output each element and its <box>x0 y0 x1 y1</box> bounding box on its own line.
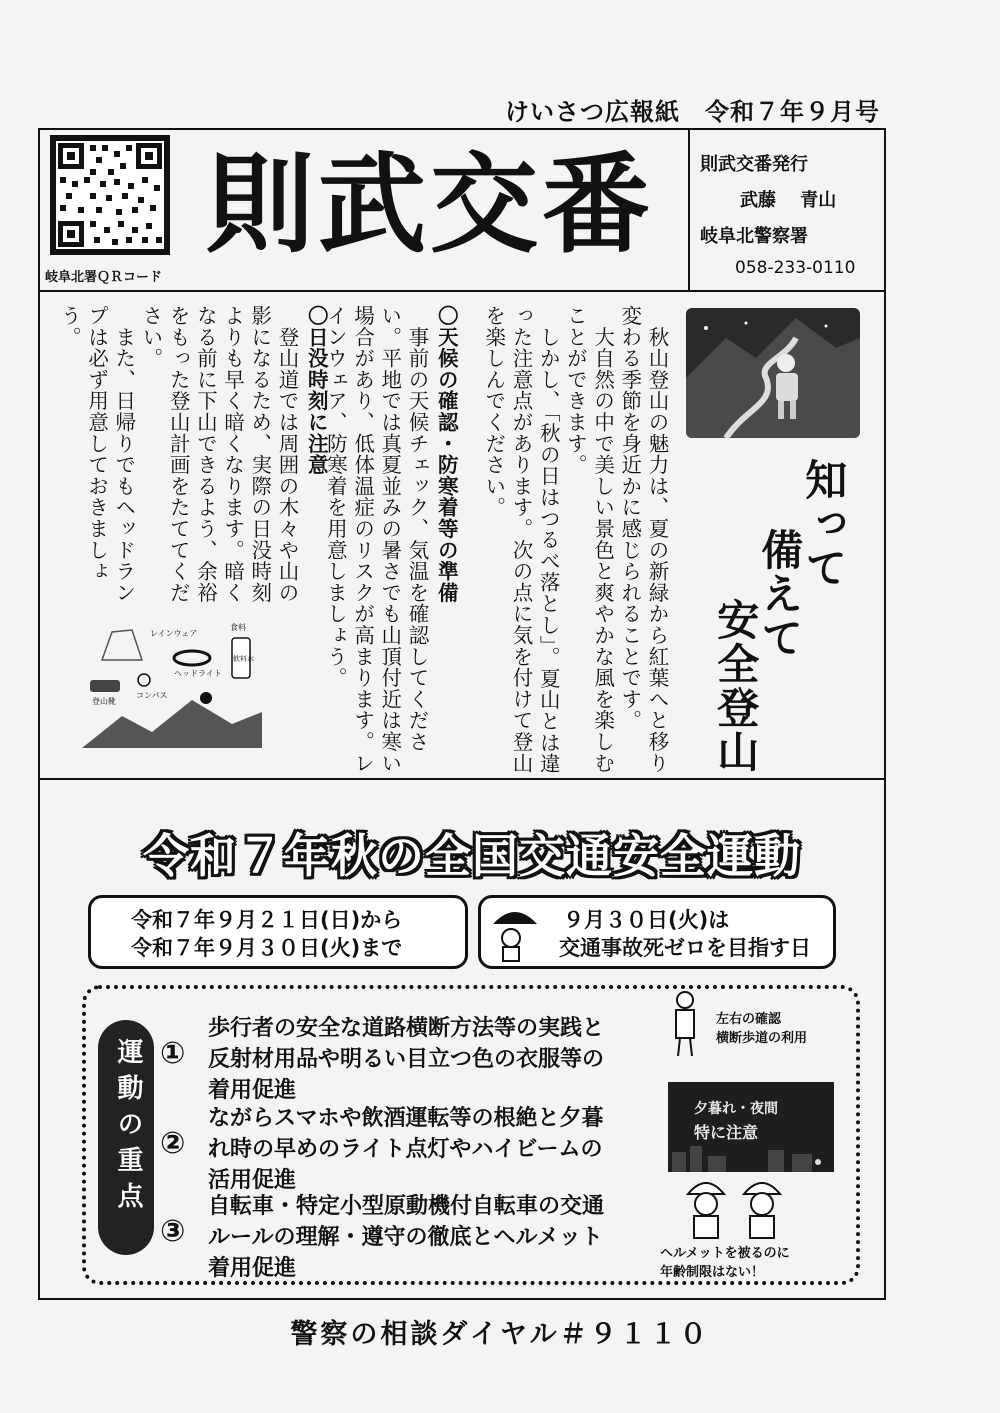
qr-caption: 岐阜北署ＱＲコード <box>45 270 163 285</box>
priority-2-number: ② <box>160 1126 186 1161</box>
dusk-caption-1: 夕暮れ・夜間 <box>694 1101 778 1117</box>
priority-2-text: ながらスマホや飲酒運転等の根絶と夕暮 れ時の早めのライト点灯やハイビームの 活用促進 <box>208 1106 604 1193</box>
city-skyline-icon <box>668 1142 834 1172</box>
priority-1-text: 歩行者の安全な道路横断方法等の実践と 反射材用品や明るい目立つ色の衣服等の 着用促進 <box>208 1016 605 1103</box>
period-end: 令和７年９月３０日(火)まで <box>131 936 403 960</box>
publisher-line: 則武交番発行 <box>700 154 808 175</box>
focus-label-pill <box>98 1020 154 1255</box>
zero-day-goal: 交通事故死ゼロを目指す日 <box>559 936 811 960</box>
campaign-period <box>88 895 468 969</box>
station-name: 岐阜北警察署 <box>700 226 808 247</box>
article-intro: 秋山登山の魅力は、夏の新緑から紅葉へと移り変わる季節を身近かに感じられることです。 大自然の中で美しい景色と爽やかな風を楽しむことができます。 しかし、「秋の日はつるべ落とし」。夏山とは違った注意点があります。次の点に気を付けて登山を楽しんでください。 <box>481 305 669 775</box>
slogan-line-2: 備えて <box>755 528 805 660</box>
gear-label-compass: コンパス <box>136 691 168 700</box>
slogan-line-1: 知って <box>799 458 849 590</box>
pedestrian-icon <box>660 990 710 1060</box>
focus-label: 運動の重点 <box>113 1038 143 1218</box>
article-heading-sunset: 〇日没時刻に注意 <box>304 305 329 476</box>
section-divider <box>38 778 886 780</box>
header-divider <box>38 290 886 292</box>
gear-icon <box>82 620 262 748</box>
caption-helmet: ヘルメットを被るのに 年齢制限はない！ <box>660 1246 790 1280</box>
article-body-weather: 事前の天候チェック、気温を確認してください。平地では真夏並みの暑さでも山頂付近は寒い場合があり、低体温症のリスクが高まります。レインウェア、防寒着を用意しましょう。 <box>323 305 429 774</box>
article-heading-weather: 〇天候の確認・防寒着等の準備 <box>434 305 459 604</box>
zero-fatality-day <box>478 895 836 969</box>
period-start: 令和７年９月２１日(日)から <box>131 908 403 932</box>
caption-crosswalk: 左右の確認 横断歩道の利用 <box>716 1012 808 1046</box>
gear-label-headlamp: ヘッドライト <box>174 669 222 678</box>
masthead-title: 則武交番 <box>205 143 654 268</box>
issue-date: けいさつ広報紙 令和７年９月号 <box>505 98 880 126</box>
helmet-cyclists-icon <box>680 1172 800 1244</box>
gear-label-water: 飲料水 <box>233 655 254 663</box>
dusk-caption-2: 特に注意 <box>694 1123 759 1142</box>
priority-3-text: 自転車・特定小型原動機付自転車の交通 ルールの理解・遵守の徹底とヘルメット 着用促進 <box>208 1194 605 1281</box>
slogan-line-3: 安全登山 <box>711 598 761 774</box>
gear-label-rain: レインウェア <box>150 629 198 638</box>
publisher-divider <box>688 128 690 290</box>
phone-number: 058-233-0110 <box>735 258 856 278</box>
dusk-warning-panel <box>668 1082 834 1172</box>
priority-1-number: ① <box>160 1036 186 1071</box>
gear-illustration <box>82 620 262 748</box>
gear-label-shoes: 登山靴 <box>92 697 116 706</box>
officer-names: 武藤 青山 <box>740 190 837 211</box>
priority-3-number: ③ <box>160 1214 186 1249</box>
consultation-hotline: 警察の相談ダイヤル＃９１１０ <box>290 1319 710 1350</box>
campaign-title: 令和７年秋の全国交通安全運動 <box>143 829 801 883</box>
qr-code-icon <box>56 141 164 249</box>
qr-code[interactable] <box>50 135 170 255</box>
article-body-sunset: 登山道では周囲の木々や山の影になるため、実際の日没時刻よりも早く暗くなります。暗くなる前に下山できるよう、余裕をもった登山計画をたててください。 また、日帰りでもヘッドランプは必ず用意しておきましょう。 <box>57 305 299 604</box>
child-umbrella-icon <box>489 904 541 964</box>
hiker-icon <box>686 308 860 438</box>
gear-label-food: 食料 <box>230 623 246 632</box>
hiker-illustration <box>686 308 860 438</box>
zero-day-date: ９月３０日(火)は <box>563 908 730 932</box>
